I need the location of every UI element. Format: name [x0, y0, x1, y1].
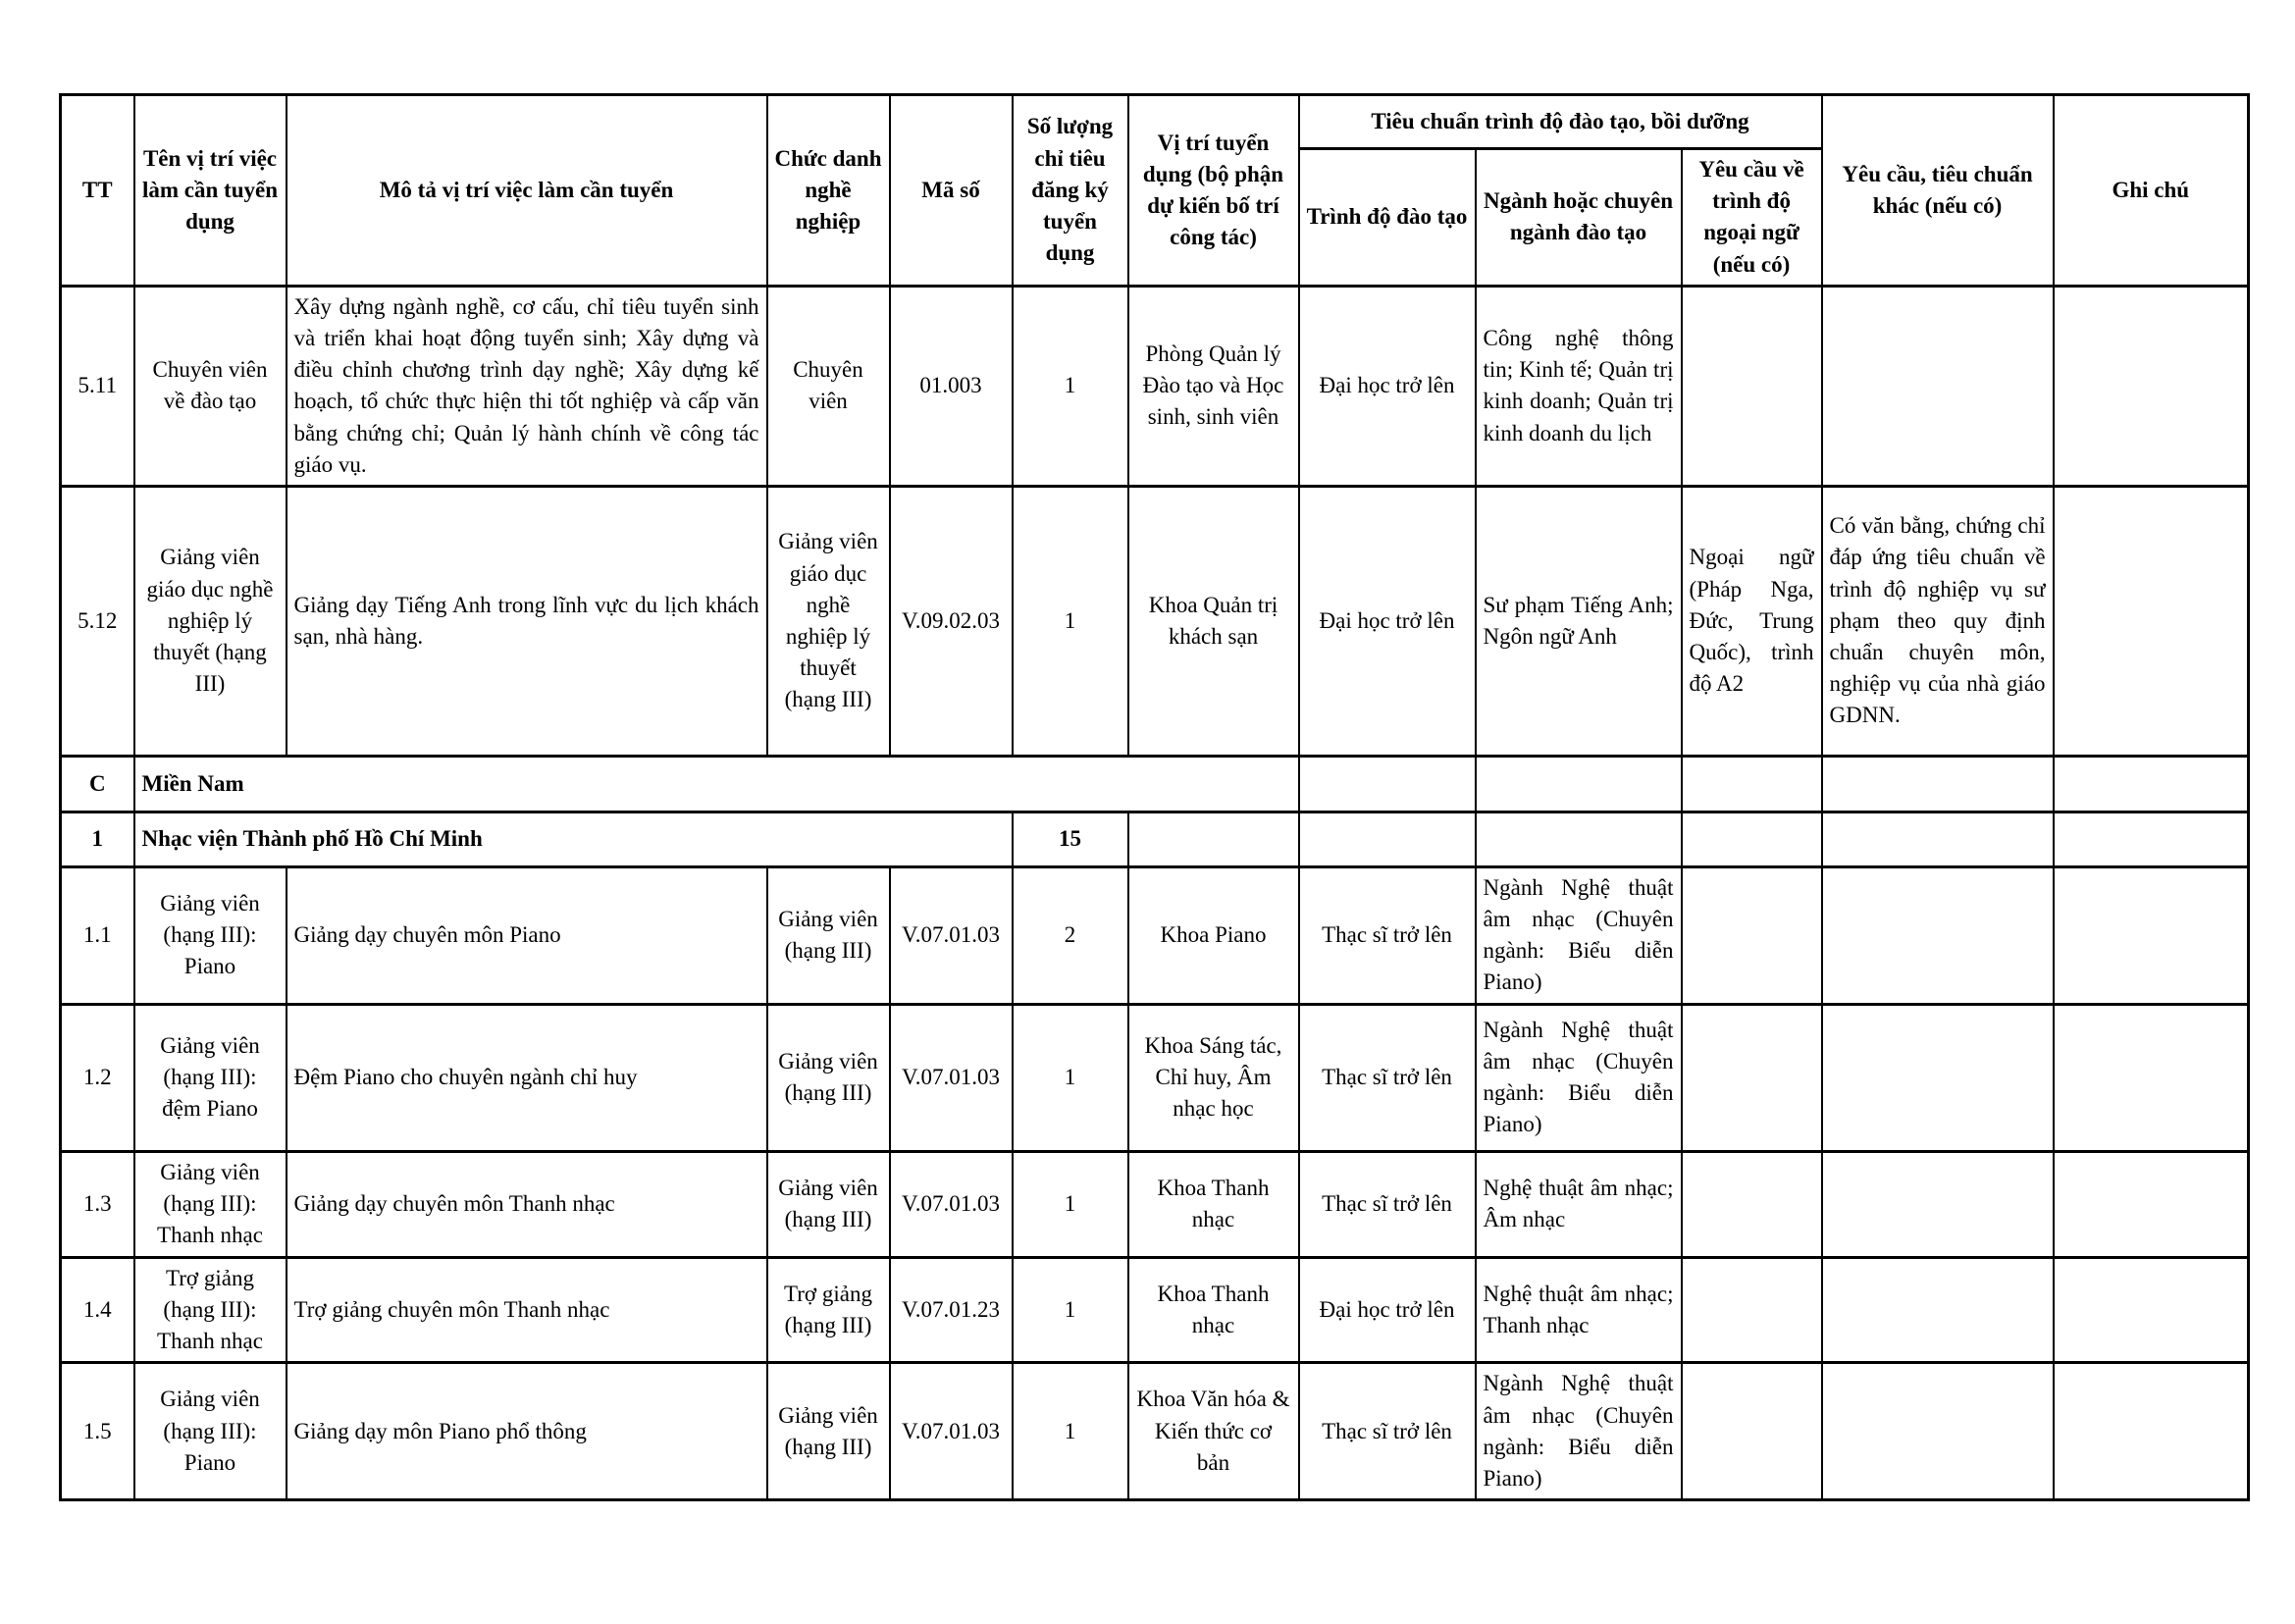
cell-tt: 1.5	[61, 1363, 134, 1500]
cell-major: Nghệ thuật âm nhạc; Âm nhạc	[1476, 1151, 1682, 1257]
cell-major: Ngành Nghệ thuật âm nhạc (Chuyên ngành: Biểu diễn Piano)	[1476, 1004, 1682, 1151]
cell-tt: 5.11	[61, 286, 134, 486]
cell-workplace: Khoa Piano	[1128, 866, 1299, 1004]
table-row	[61, 286, 2249, 486]
cell-other-requirements	[1822, 286, 2054, 486]
cell-major	[1476, 756, 1682, 812]
header-cell-notes: Ghi chú	[2054, 95, 2249, 287]
cell-code: V.07.01.03	[890, 1004, 1013, 1151]
cell-other-requirements	[1822, 1151, 2054, 1257]
cell-foreign-language	[1682, 1151, 1822, 1257]
table-row	[61, 486, 2249, 756]
cell-major: Ngành Nghệ thuật âm nhạc (Chuyên ngành: Biểu diễn Piano)	[1476, 1363, 1682, 1500]
cell-foreign-language	[1682, 1363, 1822, 1500]
cell-code: V.07.01.23	[890, 1257, 1013, 1363]
cell-foreign-language	[1682, 812, 1822, 866]
cell-other-requirements	[1822, 1363, 2054, 1500]
cell-position-name: Giảng viên giáo dục nghề nghiệp lý thuyết (hạng III)	[134, 486, 287, 756]
cell-notes	[2054, 1004, 2249, 1151]
table-body	[61, 286, 2249, 1499]
cell-code: 01.003	[890, 286, 1013, 486]
cell-foreign-language	[1682, 866, 1822, 1004]
cell-tt: 1.1	[61, 866, 134, 1004]
cell-position-name: Giảng viên (hạng III): Piano	[134, 866, 287, 1004]
cell-tt: 5.12	[61, 486, 134, 756]
cell-other-requirements	[1822, 756, 2054, 812]
cell-foreign-language	[1682, 286, 1822, 486]
cell-position-name: Trợ giảng (hạng III): Thanh nhạc	[134, 1257, 287, 1363]
header-cell-description: Mô tả vị trí việc làm cần tuyển	[287, 95, 767, 287]
cell-education-level: Thạc sĩ trở lên	[1299, 1363, 1476, 1500]
cell-workplace: Khoa Thanh nhạc	[1128, 1257, 1299, 1363]
cell-code: V.07.01.03	[890, 1151, 1013, 1257]
header-cell-position-name: Tên vị trí việc làm cần tuyển dụng	[134, 95, 287, 287]
cell-job-title: Giảng viên (hạng III)	[767, 1363, 890, 1500]
cell-job-title: Giảng viên giáo dục nghề nghiệp lý thuyết (hạng III)	[767, 486, 890, 756]
cell-description: Trợ giảng chuyên môn Thanh nhạc	[287, 1257, 767, 1363]
cell-quota: 1	[1013, 1363, 1128, 1500]
cell-description: Giảng dạy chuyên môn Thanh nhạc	[287, 1151, 767, 1257]
cell-foreign-language	[1682, 1004, 1822, 1151]
cell-other-requirements: Có văn bằng, chứng chỉ đáp ứng tiêu chuẩn về trình độ nghiệp vụ sư phạm theo quy định chuẩn chuyên môn, nghiệp vụ của nhà giáo GDNN.	[1822, 486, 2054, 756]
cell-tt: 1	[61, 812, 134, 866]
cell-notes	[2054, 866, 2249, 1004]
cell-job-title: Giảng viên (hạng III)	[767, 1151, 890, 1257]
cell-notes	[2054, 812, 2249, 866]
cell-description: Giảng dạy Tiếng Anh trong lĩnh vực du lịch khách sạn, nhà hàng.	[287, 486, 767, 756]
cell-education-level	[1299, 756, 1476, 812]
table-row	[61, 1257, 2249, 1363]
header-cell-job-title: Chức danh nghề nghiệp	[767, 95, 890, 287]
cell-tt: 1.3	[61, 1151, 134, 1257]
header-cell-quota: Số lượng chỉ tiêu đăng ký tuyển dụng	[1013, 95, 1128, 287]
cell-other-requirements	[1822, 1257, 2054, 1363]
header-cell-tt: TT	[61, 95, 134, 287]
cell-code: V.07.01.03	[890, 866, 1013, 1004]
table-row	[61, 1363, 2249, 1500]
cell-foreign-language	[1682, 756, 1822, 812]
cell-major: Ngành Nghệ thuật âm nhạc (Chuyên ngành: Biểu diễn Piano)	[1476, 866, 1682, 1004]
cell-major: Sư phạm Tiếng Anh; Ngôn ngữ Anh	[1476, 486, 1682, 756]
cell-quota: 1	[1013, 1004, 1128, 1151]
cell-other-requirements	[1822, 812, 2054, 866]
cell-workplace	[1128, 812, 1299, 866]
cell-quota: 1	[1013, 1257, 1128, 1363]
cell-workplace: Khoa Văn hóa & Kiến thức cơ bản	[1128, 1363, 1299, 1500]
cell-quota: 1	[1013, 286, 1128, 486]
table-header	[61, 95, 2249, 287]
cell-notes	[2054, 1151, 2249, 1257]
table-row	[61, 866, 2249, 1004]
cell-tt: 1.2	[61, 1004, 134, 1151]
recruitment-positions-table	[59, 93, 2250, 1501]
header-cell-other-requirements: Yêu cầu, tiêu chuẩn khác (nếu có)	[1822, 95, 2054, 287]
cell-workplace: Khoa Quản trị khách sạn	[1128, 486, 1299, 756]
cell-job-title: Giảng viên (hạng III)	[767, 1004, 890, 1151]
table-row	[61, 1151, 2249, 1257]
header-cell-code: Mã số	[890, 95, 1013, 287]
cell-education-level: Đại học trở lên	[1299, 486, 1476, 756]
cell-notes	[2054, 1257, 2249, 1363]
cell-position-name: Giảng viên (hạng III): đệm Piano	[134, 1004, 287, 1151]
header-cell-major: Ngành hoặc chuyên ngành đào tạo	[1476, 149, 1682, 287]
cell-code: V.09.02.03	[890, 486, 1013, 756]
cell-other-requirements	[1822, 1004, 2054, 1151]
cell-tt: C	[61, 756, 134, 812]
cell-workplace: Khoa Sáng tác, Chỉ huy, Âm nhạc học	[1128, 1004, 1299, 1151]
cell-education-level: Thạc sĩ trở lên	[1299, 1151, 1476, 1257]
cell-quota: 1	[1013, 486, 1128, 756]
section-row-mien-nam	[61, 756, 2249, 812]
cell-quota: 15	[1013, 812, 1128, 866]
cell-position-name: Giảng viên (hạng III): Thanh nhạc	[134, 1151, 287, 1257]
cell-code: V.07.01.03	[890, 1363, 1013, 1500]
header-row-group	[61, 95, 2249, 149]
cell-education-level: Đại học trở lên	[1299, 286, 1476, 486]
cell-education-level: Đại học trở lên	[1299, 1257, 1476, 1363]
cell-description: Xây dựng ngành nghề, cơ cấu, chỉ tiêu tuyển sinh và triển khai hoạt động tuyển sinh; Xây dựng và điều chỉnh chương trình dạy nghề; Xây dựng kế hoạch, tổ chức thực hiện thi tốt nghiệp và cấp văn bằng chứng chỉ; Quản lý hành chính về công tác giáo vụ.	[287, 286, 767, 486]
cell-quota: 1	[1013, 1151, 1128, 1257]
cell-notes	[2054, 486, 2249, 756]
header-cell-standards-group: Tiêu chuẩn trình độ đào tạo, bồi dưỡng	[1299, 95, 1822, 149]
cell-major	[1476, 812, 1682, 866]
section-label: Miền Nam	[134, 756, 1299, 812]
cell-description: Đệm Piano cho chuyên ngành chỉ huy	[287, 1004, 767, 1151]
cell-workplace: Phòng Quản lý Đào tạo và Học sinh, sinh viên	[1128, 286, 1299, 486]
cell-job-title: Giảng viên (hạng III)	[767, 866, 890, 1004]
cell-position-name: Chuyên viên về đào tạo	[134, 286, 287, 486]
cell-education-level	[1299, 812, 1476, 866]
cell-major: Nghệ thuật âm nhạc; Thanh nhạc	[1476, 1257, 1682, 1363]
cell-other-requirements	[1822, 866, 2054, 1004]
cell-notes	[2054, 1363, 2249, 1500]
cell-position-name: Giảng viên (hạng III): Piano	[134, 1363, 287, 1500]
section-row-nhac-vien	[61, 812, 2249, 866]
cell-foreign-language	[1682, 1257, 1822, 1363]
header-cell-foreign-language: Yêu cầu về trình độ ngoại ngữ (nếu có)	[1682, 149, 1822, 287]
cell-workplace: Khoa Thanh nhạc	[1128, 1151, 1299, 1257]
cell-job-title: Chuyên viên	[767, 286, 890, 486]
table-row	[61, 1004, 2249, 1151]
header-cell-education-level: Trình độ đào tạo	[1299, 149, 1476, 287]
header-cell-workplace: Vị trí tuyển dụng (bộ phận dự kiến bố trí công tác)	[1128, 95, 1299, 287]
cell-quota: 2	[1013, 866, 1128, 1004]
cell-description: Giảng dạy chuyên môn Piano	[287, 866, 767, 1004]
cell-job-title: Trợ giảng (hạng III)	[767, 1257, 890, 1363]
cell-tt: 1.4	[61, 1257, 134, 1363]
cell-education-level: Thạc sĩ trở lên	[1299, 1004, 1476, 1151]
cell-notes	[2054, 286, 2249, 486]
cell-description: Giảng dạy môn Piano phổ thông	[287, 1363, 767, 1500]
cell-major: Công nghệ thông tin; Kinh tế; Quản trị kinh doanh; Quản trị kinh doanh du lịch	[1476, 286, 1682, 486]
section-label: Nhạc viện Thành phố Hồ Chí Minh	[134, 812, 1013, 866]
cell-foreign-language: Ngoại ngữ (Pháp Nga, Đức, Trung Quốc), trình độ A2	[1682, 486, 1822, 756]
cell-notes	[2054, 756, 2249, 812]
cell-education-level: Thạc sĩ trở lên	[1299, 866, 1476, 1004]
